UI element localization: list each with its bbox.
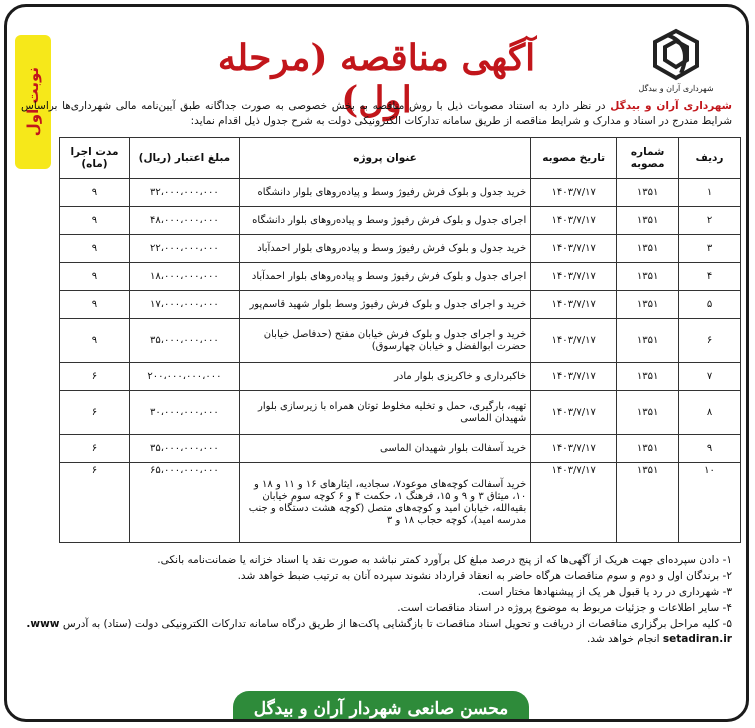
cell-approval-date: ۱۴۰۳/۷/۱۷ — [531, 263, 617, 291]
cell-duration: ۹ — [60, 319, 130, 363]
condition-item — [21, 617, 732, 647]
setad-url-prefix: www. — [26, 618, 60, 630]
cell-approval-no: ۱۳۵۱ — [617, 391, 679, 435]
table-row — [60, 319, 741, 363]
cell-approval-date: ۱۴۰۳/۷/۱۷ — [531, 179, 617, 207]
condition-5-tail: انجام خواهد شد. — [587, 633, 660, 645]
cell-budget: ۶۵،۰۰۰،۰۰۰،۰۰۰ — [129, 463, 239, 543]
cell-budget: ۴۸،۰۰۰،۰۰۰،۰۰۰ — [129, 207, 239, 235]
cell-project: اجرای جدول و بلوک فرش رفیوژ وسط و پیاده‌روهای بلوار احمدآباد — [239, 263, 530, 291]
cell-row: ۷ — [679, 363, 741, 391]
cell-approval-date: ۱۴۰۳/۷/۱۷ — [531, 319, 617, 363]
setad-url[interactable]: setadiran.ir — [662, 633, 732, 645]
cell-budget: ۳۵،۰۰۰،۰۰۰،۰۰۰ — [129, 435, 239, 463]
conditions-list — [21, 553, 732, 648]
cell-approval-no: ۱۳۵۱ — [617, 463, 679, 543]
cell-project: اجرای جدول و بلوک فرش رفیوژ وسط و پیاده‌روهای بلوار دانشگاه — [239, 207, 530, 235]
col-row: ردیف — [679, 138, 741, 179]
cell-approval-date: ۱۴۰۳/۷/۱۷ — [531, 235, 617, 263]
cell-approval-date: ۱۴۰۳/۷/۱۷ — [531, 291, 617, 319]
col-duration: مدت اجرا (ماه) — [60, 138, 130, 179]
cell-budget: ۳۵،۰۰۰،۰۰۰،۰۰۰ — [129, 319, 239, 363]
table-header-row — [60, 138, 741, 179]
cell-duration: ۹ — [60, 179, 130, 207]
cell-project: خاکبرداری و خاکریزی بلوار مادر — [239, 363, 530, 391]
page-title: آگهی مناقصه (مرحله اول) — [217, 37, 536, 121]
cell-row: ۱۰ — [679, 463, 741, 543]
cell-row: ۲ — [679, 207, 741, 235]
badge-label: نوبت اول — [24, 67, 42, 137]
cell-budget: ۳۰،۰۰۰،۰۰۰،۰۰۰ — [129, 391, 239, 435]
col-budget: مبلغ اعتبار (ریال) — [129, 138, 239, 179]
condition-5-text: ۵- کلیه مراحل برگزاری مناقصات از دریافت و تحویل اسناد مناقصات تا بازگشایی پاکت‌ها از طریق درگاه سامانه تدارکات الکترونیکی دولت (ستاد) به آدرس — [62, 618, 732, 630]
cell-row: ۱ — [679, 179, 741, 207]
cell-approval-no: ۱۳۵۱ — [617, 207, 679, 235]
cell-project: خرید جدول و بلوک فرش رفیوژ وسط و پیاده‌روهای بلوار دانشگاه — [239, 179, 530, 207]
cell-budget: ۱۷،۰۰۰،۰۰۰،۰۰۰ — [129, 291, 239, 319]
cell-row: ۸ — [679, 391, 741, 435]
cell-approval-date: ۱۴۰۳/۷/۱۷ — [531, 363, 617, 391]
cell-approval-date: ۱۴۰۳/۷/۱۷ — [531, 435, 617, 463]
intro-lead: شهرداری آران و بیدگل — [610, 100, 732, 112]
table-row — [60, 235, 741, 263]
cell-row: ۶ — [679, 319, 741, 363]
cell-approval-no: ۱۳۵۱ — [617, 435, 679, 463]
table-row — [60, 291, 741, 319]
cell-budget: ۲۲،۰۰۰،۰۰۰،۰۰۰ — [129, 235, 239, 263]
table-row — [60, 363, 741, 391]
cell-duration: ۹ — [60, 207, 130, 235]
cell-approval-no: ۱۳۵۱ — [617, 291, 679, 319]
cell-approval-date: ۱۴۰۳/۷/۱۷ — [531, 463, 617, 543]
cell-approval-no: ۱۳۵۱ — [617, 263, 679, 291]
cell-approval-no: ۱۳۵۱ — [617, 235, 679, 263]
cell-row: ۴ — [679, 263, 741, 291]
cell-approval-date: ۱۴۰۳/۷/۱۷ — [531, 391, 617, 435]
col-project: عنوان پروژه — [239, 138, 530, 179]
cell-approval-date: ۱۴۰۳/۷/۱۷ — [531, 207, 617, 235]
table-row — [60, 263, 741, 291]
cell-approval-no: ۱۳۵۱ — [617, 319, 679, 363]
condition-item: ۱- دادن سپرده‌ای جهت هریک از آگهی‌ها که از پنج درصد مبلغ کل برآورد کمتر نباشد به صورت نقد یا اسناد خزانه یا ضمانت‌نامه بانکی. — [157, 554, 732, 566]
intro-text: در نظر دارد به استناد مصوبات ذیل با روش مناقصه به بخش خصوصی به صورت جداگانه طبق آیین‌نامه مالی شهرداری‌ها براساس شرایط مندرج در اسناد و مدارک و شرایط مناقصه از طریق سامانه تدارکات الکترونیکی دولت به شرح جدول ذیل اقدام نماید: — [21, 100, 732, 127]
cell-project: خرید و اجرای جدول و بلوک فرش رفیوژ وسط بلوار شهید قاسم‌پور — [239, 291, 530, 319]
col-approval-date: تاریخ مصوبه — [531, 138, 617, 179]
cell-budget: ۱۸،۰۰۰،۰۰۰،۰۰۰ — [129, 263, 239, 291]
cell-row: ۳ — [679, 235, 741, 263]
table-row — [60, 391, 741, 435]
condition-item: ۴- سایر اطلاعات و جزئیات مربوط به موضوع پروژه در اسناد مناقصات است. — [397, 602, 732, 614]
intro-paragraph — [21, 99, 732, 129]
cell-approval-no: ۱۳۵۱ — [617, 363, 679, 391]
table-row — [60, 207, 741, 235]
cell-project: خرید و اجرای جدول و بلوک فرش خیابان مفتح (حدفاصل خیابان حضرت ابوالفضل و خیابان چهارسوق) — [239, 319, 530, 363]
cell-budget: ۳۲،۰۰۰،۰۰۰،۰۰۰ — [129, 179, 239, 207]
cell-duration: ۹ — [60, 263, 130, 291]
cell-duration: ۶ — [60, 363, 130, 391]
cell-duration: ۶ — [60, 391, 130, 435]
cell-row: ۹ — [679, 435, 741, 463]
cell-duration: ۶ — [60, 463, 130, 543]
condition-item: ۳- شهرداری در رد یا قبول هر یک از پیشنهادها مختار است. — [477, 586, 732, 598]
municipality-logo — [634, 27, 718, 103]
col-approval-no: شماره مصوبه — [617, 138, 679, 179]
cell-approval-no: ۱۳۵۱ — [617, 179, 679, 207]
cell-project: تهیه، بارگیری، حمل و تخلیه مخلوط توتان همراه با زیرسازی بلوار شهیدان الماسی — [239, 391, 530, 435]
table-row — [60, 435, 741, 463]
table-row — [60, 463, 741, 543]
cell-project: خرید آسفالت کوچه‌های موعود۷، سجادیه، ایثارهای ۱۶ و ۱۱ و ۱۸ و ۱۰، میثاق ۳ و ۹ و ۱۵، فرهنگ ۱، حکمت ۴ و ۶ کوچه سوم خیابان بقیه‌الله، خیابان امید و کوچه‌های متصل (کوچه هشت دستگاه و جنب مدرسه امید)، کوچه حجاب ۱۸ و ۳ — [239, 463, 530, 543]
emblem-icon — [645, 27, 707, 83]
cell-duration: ۹ — [60, 291, 130, 319]
table-row — [60, 179, 741, 207]
cell-project: خرید جدول و بلوک فرش رفیوژ وسط و پیاده‌روهای بلوار احمدآباد — [239, 235, 530, 263]
cell-budget: ۲۰۰،۰۰۰،۰۰۰،۰۰۰ — [129, 363, 239, 391]
mayor-signature: محسن صانعی شهردار آران و بیدگل — [233, 691, 529, 722]
cell-duration: ۶ — [60, 435, 130, 463]
logo-caption: شهرداری آران و بیدگل — [638, 84, 714, 93]
tender-table — [59, 137, 741, 543]
cell-row: ۵ — [679, 291, 741, 319]
cell-duration: ۹ — [60, 235, 130, 263]
condition-item: ۲- برندگان اول و دوم و سوم مناقصات هرگاه حاضر به انعقاد قرارداد نشوند سپرده آنان به ترتیب ضبط خواهد شد. — [237, 570, 732, 582]
notice-frame — [4, 4, 749, 722]
cell-project: خرید آسفالت بلوار شهیدان الماسی — [239, 435, 530, 463]
